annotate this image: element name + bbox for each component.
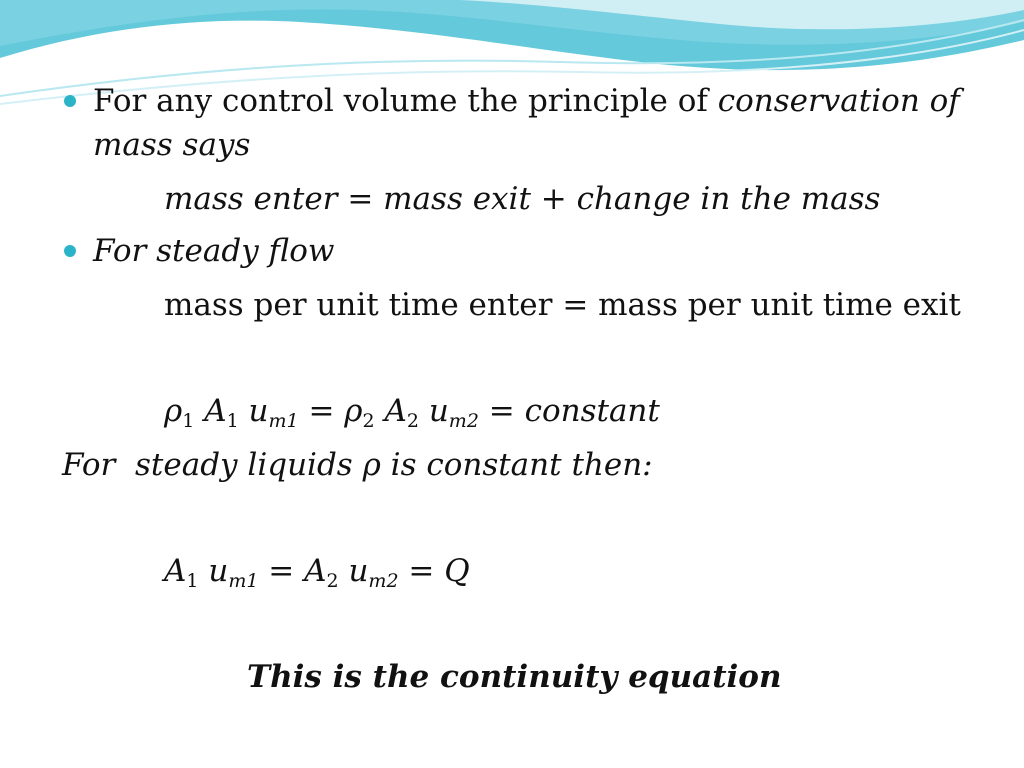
bullet-1-text: For any control volume the principle of — [93, 83, 718, 119]
subscript: 1 — [182, 410, 195, 432]
rho-symbol: ρ — [164, 393, 183, 429]
continuity-equation-liquids — [0, 549, 1024, 597]
subscript: 2 — [406, 410, 419, 432]
area-symbol: A — [304, 553, 327, 589]
subscript: 2 — [362, 410, 375, 432]
equation-tail: = Q — [398, 553, 470, 589]
subscript: m1 — [228, 570, 259, 592]
equals-sign: = — [298, 393, 345, 429]
bullet-1-line-1 — [0, 79, 1024, 123]
liquids-note: For steady liquids ρ is constant then: — [62, 447, 653, 483]
rho-symbol: ρ — [344, 393, 363, 429]
subscript: m2 — [448, 410, 479, 432]
velocity-symbol: u — [428, 393, 449, 429]
subscript: m1 — [268, 410, 299, 432]
velocity-symbol: u — [208, 553, 229, 589]
mass-balance-equation: mass enter = mass exit + change in the mass — [164, 181, 881, 217]
steady-flow-equation: mass per unit time enter = mass per unit time exit — [164, 287, 961, 323]
area-symbol: A — [164, 553, 187, 589]
bullet-2-text: For steady flow — [93, 233, 335, 269]
subscript: 2 — [326, 570, 339, 592]
area-symbol: A — [204, 393, 227, 429]
equals-sign: = — [258, 553, 305, 589]
subscript: 1 — [226, 410, 239, 432]
conclusion-text: This is the continuity equation — [247, 659, 782, 695]
bullet-1-text-italic: conservation of — [717, 83, 960, 119]
velocity-symbol: u — [348, 553, 369, 589]
subscript: 1 — [186, 570, 199, 592]
velocity-symbol: u — [248, 393, 269, 429]
bullet-1-line-2: mass says — [93, 127, 251, 163]
subscript: m2 — [368, 570, 399, 592]
area-symbol: A — [384, 393, 407, 429]
continuity-equation-general — [0, 389, 1024, 437]
equation-tail: = constant — [478, 393, 660, 429]
